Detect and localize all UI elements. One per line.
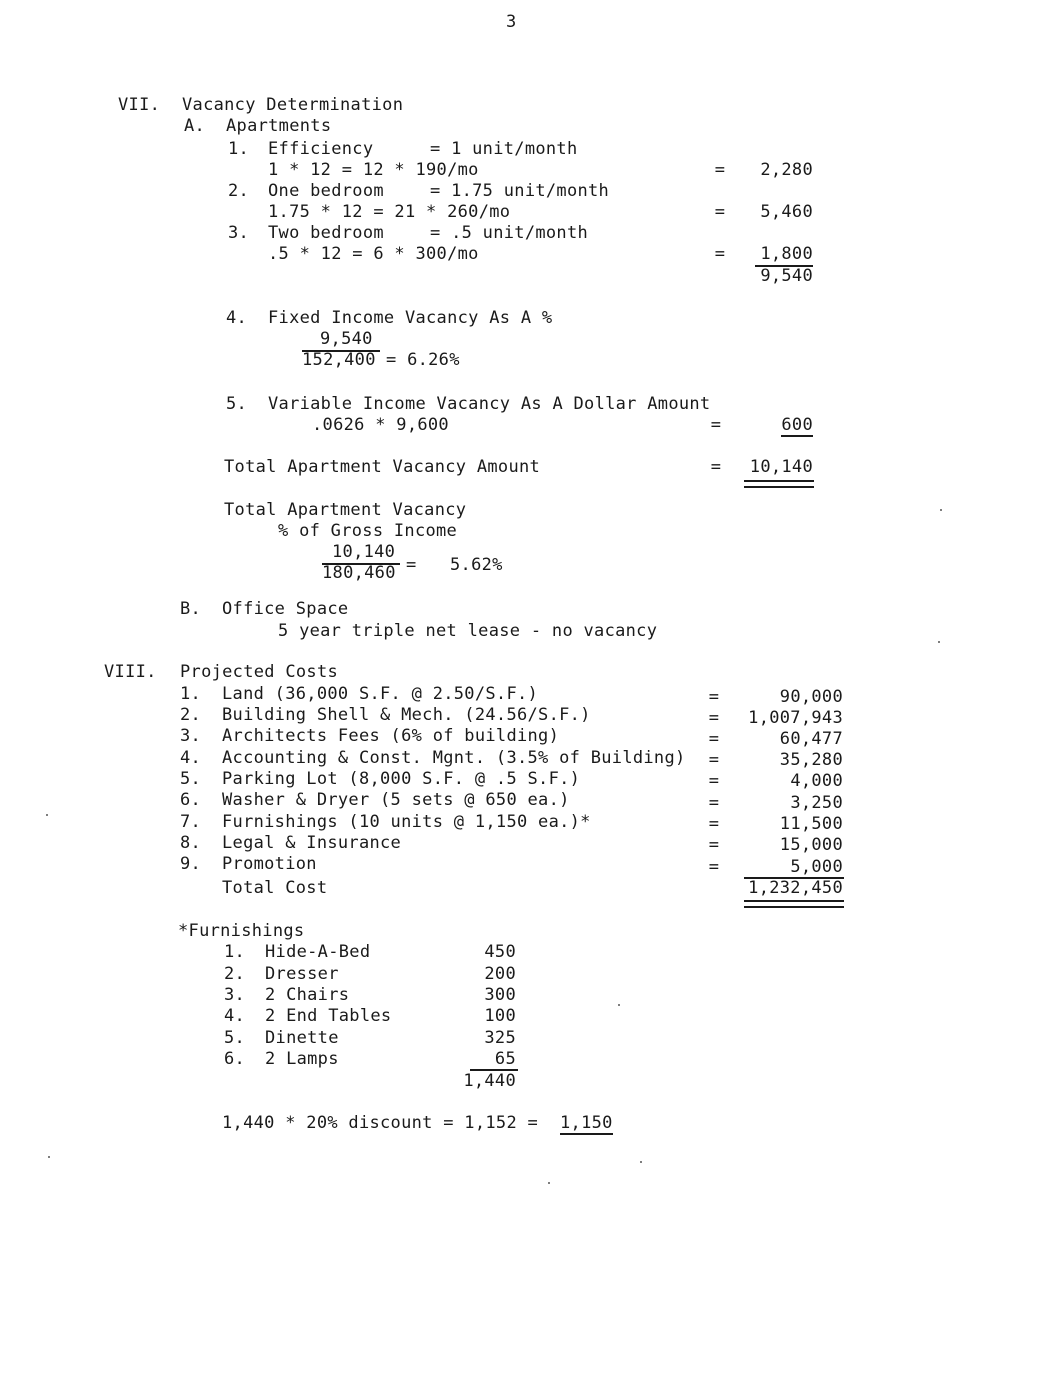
item-2-rate: = 1.75 unit/month — [430, 181, 610, 201]
total-cost-rule-1 — [744, 900, 844, 902]
item-5-equals: = — [710, 415, 722, 435]
item-3-equals: = — [714, 244, 726, 264]
item-1-equals: = — [714, 160, 726, 180]
cost-item-label: Architects Fees (6% of building) — [222, 726, 560, 746]
furnishings-title: *Furnishings — [178, 921, 305, 941]
item-2-label: One bedroom — [268, 181, 384, 201]
vacancy-percent-equals: = — [406, 555, 417, 575]
total-cost-rule-2 — [744, 906, 844, 908]
item-1-calculation: 1 * 12 = 12 * 190/mo — [268, 160, 479, 180]
furnishing-label: Dresser — [265, 964, 339, 984]
cost-item-number: 8. — [180, 833, 202, 853]
section-vii-title: Vacancy Determination — [182, 95, 404, 115]
discount-calculation: 1,440 * 20% discount = 1,152 = — [222, 1113, 539, 1133]
item-3-number: 3. — [228, 223, 250, 243]
cost-item-number: 3. — [180, 726, 202, 746]
cost-item-value: 11,500 — [779, 814, 843, 834]
cost-item-equals: = — [708, 814, 720, 834]
vacancy-percent-numerator: 10,140 — [332, 542, 396, 562]
total-vacancy-value: 10,140 — [749, 457, 813, 477]
subsection-a-letter: A. — [184, 116, 206, 136]
subsection-b-title: Office Space — [222, 599, 349, 619]
cost-item-number: 6. — [180, 790, 202, 810]
total-vacancy-label: Total Apartment Vacancy Amount — [224, 457, 541, 477]
vacancy-percent-label-1: Total Apartment Vacancy — [224, 500, 467, 520]
item-2-calculation: 1.75 * 12 = 21 * 260/mo — [268, 202, 511, 222]
scan-speck — [548, 1182, 550, 1184]
item-1-value: 2,280 — [760, 160, 813, 180]
scan-speck — [940, 509, 942, 511]
item-1-rate: = 1 unit/month — [430, 139, 578, 159]
cost-item-value: 1,007,943 — [748, 708, 843, 728]
item-4-denominator: 152,400 — [302, 350, 376, 370]
furnishing-number: 5. — [224, 1028, 246, 1048]
cost-item-label: Parking Lot (8,000 S.F. @ .5 S.F.) — [222, 769, 581, 789]
furnishing-label: 2 Chairs — [265, 985, 350, 1005]
cost-item-label: Promotion — [222, 854, 317, 874]
item-5-label: Variable Income Vacancy As A Dollar Amount — [268, 394, 711, 414]
scan-speck — [618, 1004, 620, 1006]
cost-item-label: Land (36,000 S.F. @ 2.50/S.F.) — [222, 684, 539, 704]
furnishing-number: 4. — [224, 1006, 246, 1026]
apartment-subtotal: 9,540 — [760, 266, 813, 286]
total-vacancy-equals: = — [710, 457, 722, 477]
furnishing-value: 450 — [484, 942, 516, 962]
cost-item-label: Furnishings (10 units @ 1,150 ea.)* — [222, 812, 591, 832]
section-viii-numeral: VIII. — [104, 662, 157, 682]
item-4-numerator: 9,540 — [320, 329, 373, 349]
cost-item-equals: = — [708, 729, 720, 749]
item-4-result: = 6.26% — [386, 350, 460, 370]
cost-item-number: 2. — [180, 705, 202, 725]
furnishing-label: Dinette — [265, 1028, 339, 1048]
cost-item-value: 5,000 — [790, 857, 843, 877]
furnishing-number: 3. — [224, 985, 246, 1005]
item-5-value-text: 600 — [781, 415, 813, 435]
furnishing-value: 65 — [494, 1049, 516, 1069]
cost-item-label: Accounting & Const. Mgnt. (3.5% of Building) — [222, 748, 686, 768]
cost-item-value: 3,250 — [790, 793, 843, 813]
furnishing-value: 300 — [484, 985, 516, 1005]
discount-value — [560, 1113, 613, 1133]
item-4-number: 4. — [226, 308, 248, 328]
furnishing-number: 6. — [224, 1049, 246, 1069]
furnishing-value: 325 — [484, 1028, 516, 1048]
scan-speck — [46, 814, 48, 816]
item-1-number: 1. — [228, 139, 250, 159]
vacancy-percent-result: 5.62% — [450, 555, 503, 575]
cost-item-equals: = — [708, 708, 720, 728]
total-vacancy-rule-2 — [744, 486, 814, 488]
item-2-value: 5,460 — [760, 202, 813, 222]
vacancy-percent-label-2: % of Gross Income — [278, 521, 458, 541]
cost-item-equals: = — [708, 750, 720, 770]
cost-item-equals: = — [708, 857, 720, 877]
item-5-number: 5. — [226, 394, 248, 414]
item-3-label: Two bedroom — [268, 223, 384, 243]
cost-item-value: 15,000 — [779, 835, 843, 855]
cost-item-value: 35,280 — [779, 750, 843, 770]
furnishing-label: 2 End Tables — [265, 1006, 392, 1026]
item-2-number: 2. — [228, 181, 250, 201]
item-3-value: 1,800 — [760, 244, 813, 264]
cost-item-equals: = — [708, 793, 720, 813]
item-3-rate: = .5 unit/month — [430, 223, 589, 243]
cost-item-label: Legal & Insurance — [222, 833, 402, 853]
item-5-value — [720, 415, 813, 435]
item-4-label: Fixed Income Vacancy As A % — [268, 308, 553, 328]
item-5-calculation: .0626 * 9,600 — [312, 415, 449, 435]
cost-item-label: Building Shell & Mech. (24.56/S.F.) — [222, 705, 591, 725]
furnishing-number: 1. — [224, 942, 246, 962]
subsection-a-title: Apartments — [226, 116, 332, 136]
cost-item-number: 1. — [180, 684, 202, 704]
vacancy-percent-denominator: 180,460 — [322, 563, 396, 583]
discount-value-text: 1,150 — [560, 1113, 613, 1133]
cost-item-equals: = — [708, 771, 720, 791]
subsection-b-letter: B. — [180, 599, 202, 619]
cost-item-value: 60,477 — [779, 729, 843, 749]
cost-item-number: 4. — [180, 748, 202, 768]
total-vacancy-rule-1 — [744, 480, 814, 482]
office-space-note: 5 year triple net lease - no vacancy — [278, 621, 658, 641]
furnishing-number: 2. — [224, 964, 246, 984]
cost-item-value: 4,000 — [790, 771, 843, 791]
cost-item-number: 5. — [180, 769, 202, 789]
furnishing-label: Hide-A-Bed — [265, 942, 371, 962]
cost-item-number: 9. — [180, 854, 202, 874]
scan-speck — [48, 1156, 50, 1158]
item-2-equals: = — [714, 202, 726, 222]
section-viii-title: Projected Costs — [180, 662, 339, 682]
cost-item-label: Washer & Dryer (5 sets @ 650 ea.) — [222, 790, 570, 810]
scan-speck — [640, 1161, 642, 1163]
cost-item-equals: = — [708, 835, 720, 855]
section-vii-numeral: VII. — [118, 95, 161, 115]
furnishing-value: 100 — [484, 1006, 516, 1026]
furnishing-value: 200 — [484, 964, 516, 984]
item-1-label: Efficiency — [268, 139, 374, 159]
cost-item-number: 7. — [180, 812, 202, 832]
page-number: 3 — [506, 12, 517, 32]
item-3-calculation: .5 * 12 = 6 * 300/mo — [268, 244, 479, 264]
scan-speck — [938, 641, 940, 643]
total-cost-label: Total Cost — [222, 878, 328, 898]
cost-item-value: 90,000 — [779, 687, 843, 707]
total-cost-value: 1,232,450 — [748, 878, 843, 898]
furnishings-total: 1,440 — [463, 1071, 516, 1091]
cost-item-equals: = — [708, 687, 720, 707]
furnishing-label: 2 Lamps — [265, 1049, 339, 1069]
